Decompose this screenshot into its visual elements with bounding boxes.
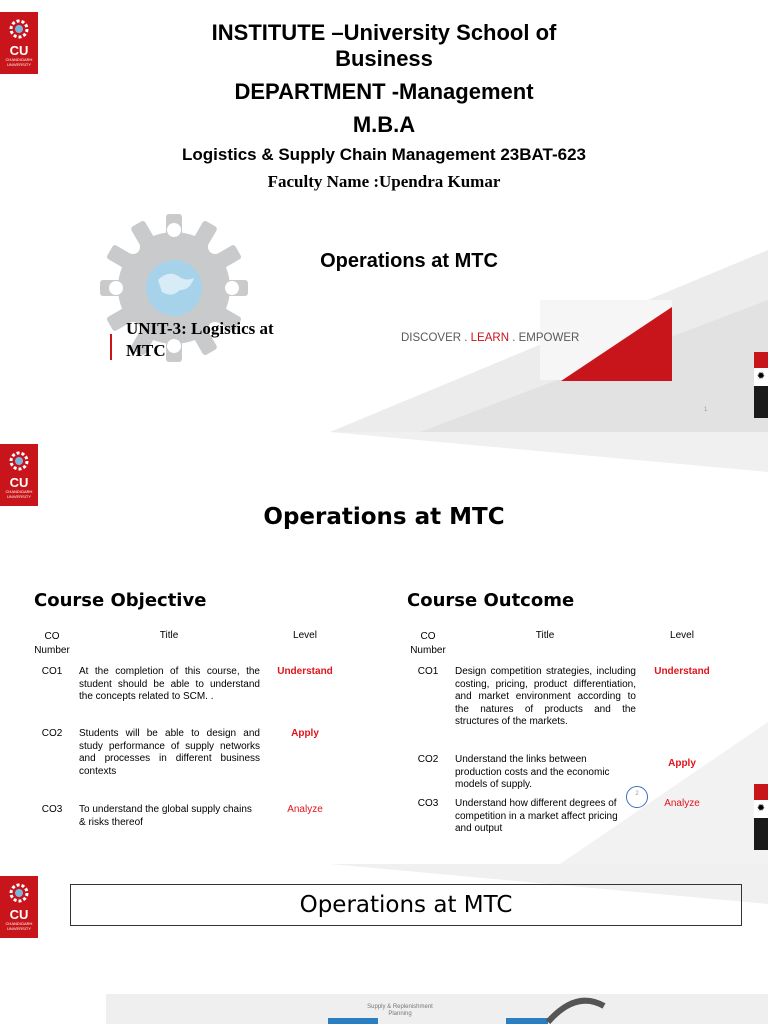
figure-block-right xyxy=(506,1018,548,1024)
co-number: CO3 xyxy=(41,804,63,815)
co-number: CO1 xyxy=(417,666,439,677)
logo-initials: CU xyxy=(9,475,29,490)
title-slide xyxy=(0,0,768,432)
faculty-name: Faculty Name :Upendra Kumar xyxy=(267,172,501,191)
tagline-learn: LEARN xyxy=(470,332,510,344)
table-row xyxy=(26,666,350,728)
figure-label xyxy=(340,1004,460,1018)
co-level: Understand xyxy=(654,666,710,677)
co-title: To understand the global supply chains & risks thereof xyxy=(79,804,252,828)
header-title: Title xyxy=(159,630,179,641)
tagline-discover: DISCOVER . xyxy=(401,332,471,344)
co-title: Students will be able to design and study performance of supply networks and processes in different business contexts xyxy=(79,728,260,777)
logo-initials: CU xyxy=(9,43,29,58)
header-title: Title xyxy=(535,630,555,641)
institute-line1: INSTITUTE –University School of xyxy=(211,20,557,45)
table-row xyxy=(26,728,350,804)
objective-table xyxy=(26,630,350,844)
outcome-heading: Course Outcome xyxy=(407,590,575,611)
co-level: Understand xyxy=(277,666,333,677)
logo-name-line1: CHANDIGARH xyxy=(5,489,33,494)
objective-heading: Course Objective xyxy=(34,590,207,611)
slide-heading-box: Operations at MTC xyxy=(70,884,742,926)
institute-title xyxy=(0,20,768,72)
gear-emblem-icon xyxy=(7,450,31,472)
right-tab-red xyxy=(754,352,768,368)
co-level: Apply xyxy=(668,758,696,769)
slide-number: 2 xyxy=(626,786,648,808)
co-level: Analyze xyxy=(664,798,700,809)
cu-logo xyxy=(0,876,38,938)
header-level: Level xyxy=(670,630,694,641)
unit-title xyxy=(126,318,274,362)
table-row xyxy=(26,804,350,844)
co-level: Apply xyxy=(291,728,319,739)
co-title: Understand the links between production costs and the economic models of supply. xyxy=(455,754,610,790)
course-title: Logistics & Supply Chain Management 23BAT-623 xyxy=(182,145,586,164)
logo-name-line2: UNIVERSITY xyxy=(6,926,31,931)
supply-planning-figure xyxy=(106,994,768,1024)
cu-logo xyxy=(0,444,38,506)
operations-slide xyxy=(0,864,768,1024)
course-objective-slide xyxy=(0,432,768,864)
figure-label-line2: Planning xyxy=(388,1011,412,1017)
co-number: CO1 xyxy=(41,666,63,677)
co-title: Understand how different degrees of competition in a market affect pricing and output xyxy=(455,798,618,834)
logo-name-line1: CHANDIGARH xyxy=(5,921,33,926)
slide-number: 1 xyxy=(704,407,708,413)
tagline xyxy=(401,332,579,344)
table-row xyxy=(402,798,728,838)
unit-line1: UNIT-3: Logistics at xyxy=(126,319,274,338)
figure-block-left xyxy=(328,1018,378,1024)
slide-heading: Operations at MTC xyxy=(263,504,505,530)
header-co-number: CO Number xyxy=(410,631,446,656)
table-header-row xyxy=(26,630,350,666)
co-number: CO2 xyxy=(417,754,439,765)
department-title: DEPARTMENT -Management xyxy=(234,79,534,104)
logo-initials: CU xyxy=(9,907,29,922)
right-tab-gear-icon: ✹ xyxy=(754,368,768,386)
right-tab-dark xyxy=(754,818,768,850)
header-co-number: CO Number xyxy=(34,631,70,656)
co-level: Analyze xyxy=(287,804,323,815)
logo-name-line2: UNIVERSITY xyxy=(6,62,31,67)
table-row xyxy=(402,666,728,754)
logo-name-line2: UNIVERSITY xyxy=(6,494,31,499)
logo-name-line1: CHANDIGARH xyxy=(5,57,33,62)
unit-accent-bar xyxy=(110,334,112,360)
gear-emblem-icon xyxy=(7,882,31,904)
topic-title: Operations at MTC xyxy=(320,250,498,272)
table-row xyxy=(402,754,728,798)
header-level: Level xyxy=(293,630,317,641)
figure-arrow-icon xyxy=(546,996,606,1024)
co-number: CO2 xyxy=(41,728,63,739)
institute-line2: Business xyxy=(335,46,433,71)
outcome-table xyxy=(402,630,728,838)
unit-line2: MTC xyxy=(126,341,166,360)
right-tab-dark xyxy=(754,386,768,418)
right-tab-red xyxy=(754,784,768,800)
figure-label-line1: Supply & Replenishment xyxy=(367,1004,433,1010)
program-title: M.B.A xyxy=(352,112,416,137)
co-title: Design competition strategies, including costing, pricing, product differentiation, and market environment according to the natures of products and the structures of the markets. xyxy=(455,666,636,727)
co-title: At the completion of this course, the student should be able to understand the concepts related to SCM. . xyxy=(79,666,260,702)
table-header-row xyxy=(402,630,728,666)
tagline-empower: . EMPOWER xyxy=(509,332,580,344)
right-tab-gear-icon: ✹ xyxy=(754,800,768,818)
co-number: CO3 xyxy=(417,798,439,809)
